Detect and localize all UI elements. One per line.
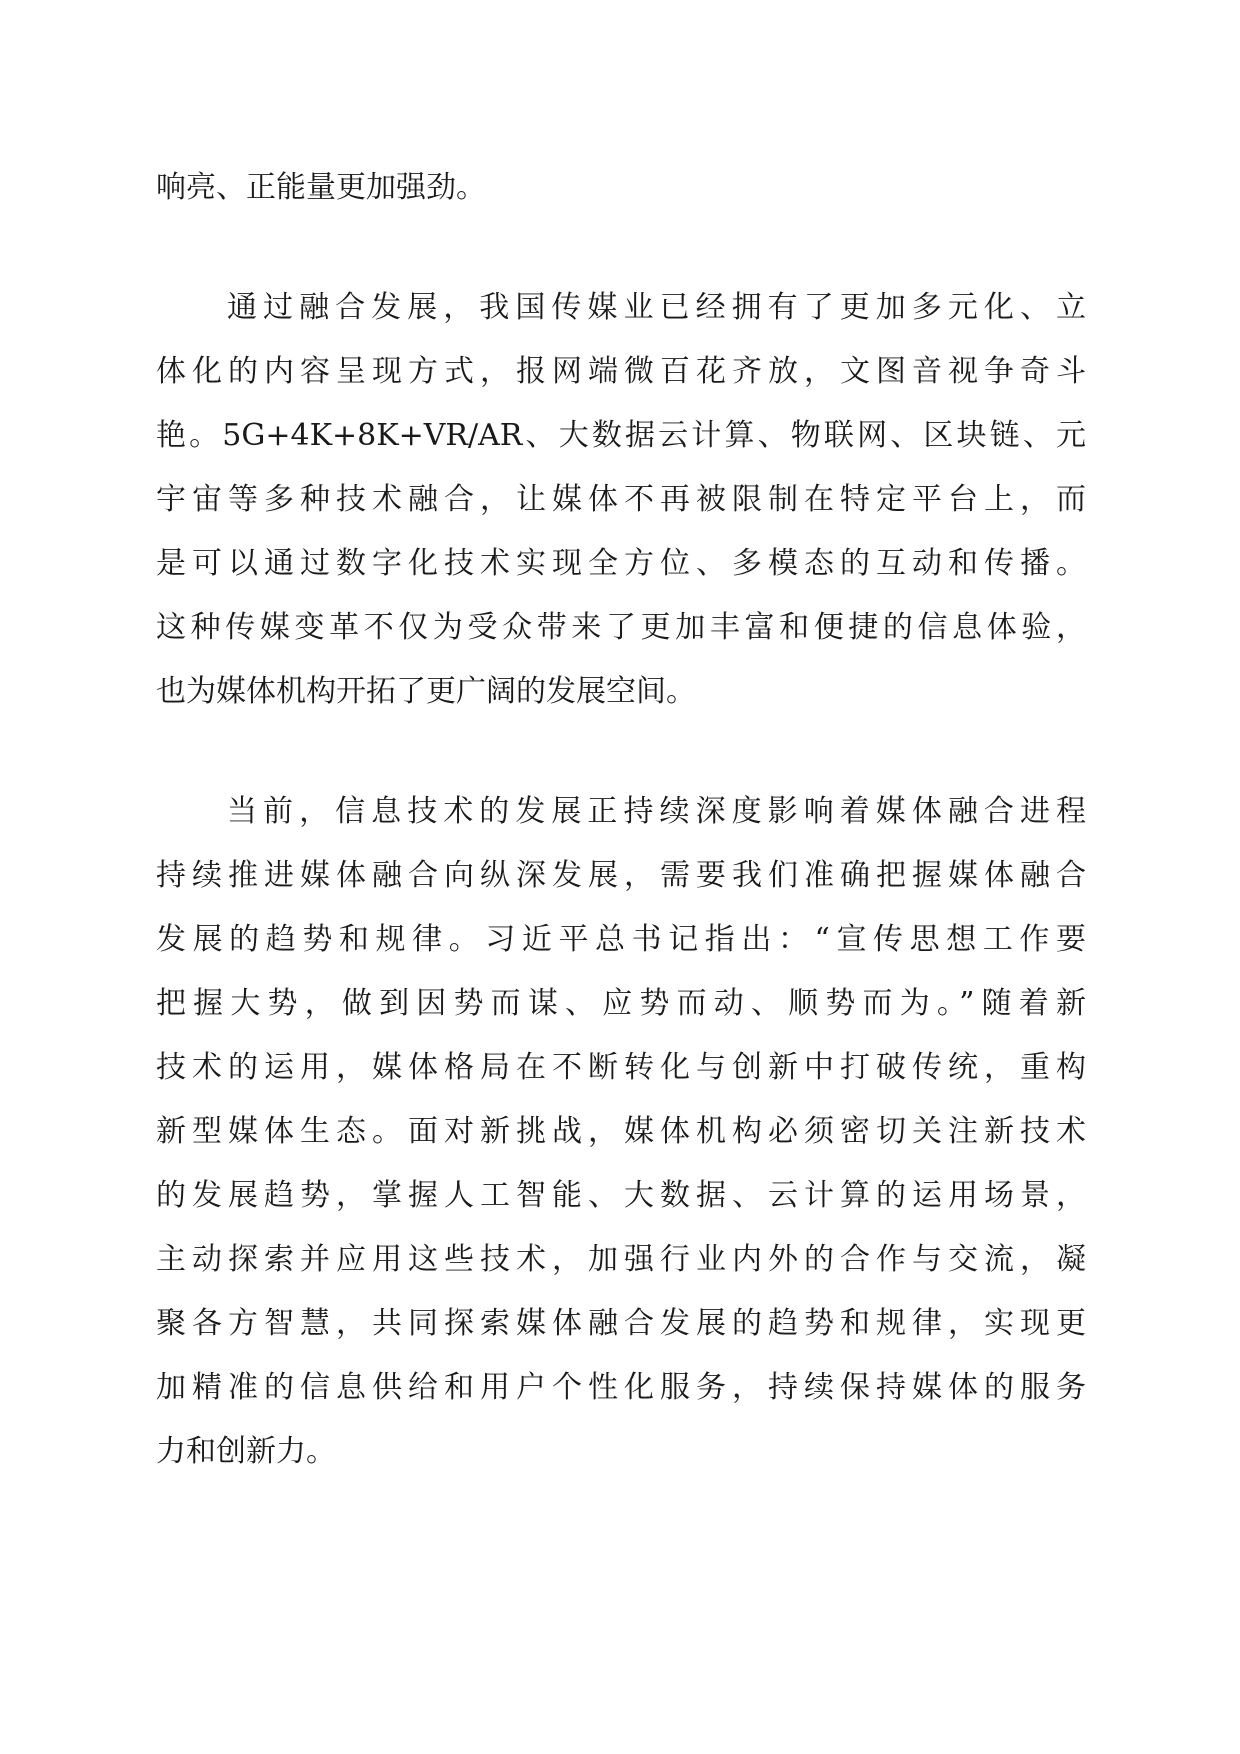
text-line: 加精准的信息供给和用户个性化服务，持续保持媒体的服务 <box>156 1370 1086 1405</box>
text-line: 宇宙等多种技术融合，让媒体不再被限制在特定平台上，而 <box>156 482 1086 517</box>
text-line: 这种传媒变革不仅为受众带来了更加丰富和便捷的信息体验， <box>156 610 1086 645</box>
text-line: 聚各方智慧，共同探索媒体融合发展的趋势和规律，实现更 <box>156 1306 1086 1341</box>
text-line: 是可以通过数字化技术实现全方位、多模态的互动和传播。 <box>156 546 1086 581</box>
text-line: 体化的内容呈现方式，报网端微百花齐放，文图音视争奇斗 <box>156 354 1086 389</box>
paragraph-first-line: 通过融合发展，我国传媒业已经拥有了更加多元化、立 <box>227 290 1086 325</box>
text-line: 的发展趋势，掌握人工智能、大数据、云计算的运用场景， <box>156 1178 1086 1213</box>
text-line: 新型媒体生态。面对新挑战，媒体机构必须密切关注新技术 <box>156 1114 1086 1149</box>
text-line: 力和创新力。 <box>156 1434 336 1469</box>
paragraph-first-line: 当前，信息技术的发展正持续深度影响着媒体融合进程 <box>227 794 1086 829</box>
text-line: 也为媒体机构开拓了更广阔的发展空间。 <box>156 674 696 709</box>
text-line: 艳。5G+4K+8K+VR/AR、大数据云计算、物联网、区块链、元 <box>156 418 1086 453</box>
text-line: 把握大势，做到因势而谋、应势而动、顺势而为。”随着新 <box>156 986 1086 1021</box>
text-line: 响亮、正能量更加强劲。 <box>156 170 486 205</box>
text-line: 持续推进媒体融合向纵深发展，需要我们准确把握媒体融合 <box>156 858 1086 893</box>
text-line: 发展的趋势和规律。习近平总书记指出：“宣传思想工作要 <box>156 922 1086 957</box>
text-line: 主动探索并应用这些技术，加强行业内外的合作与交流，凝 <box>156 1242 1086 1277</box>
text-line: 技术的运用，媒体格局在不断转化与创新中打破传统，重构 <box>156 1050 1086 1085</box>
